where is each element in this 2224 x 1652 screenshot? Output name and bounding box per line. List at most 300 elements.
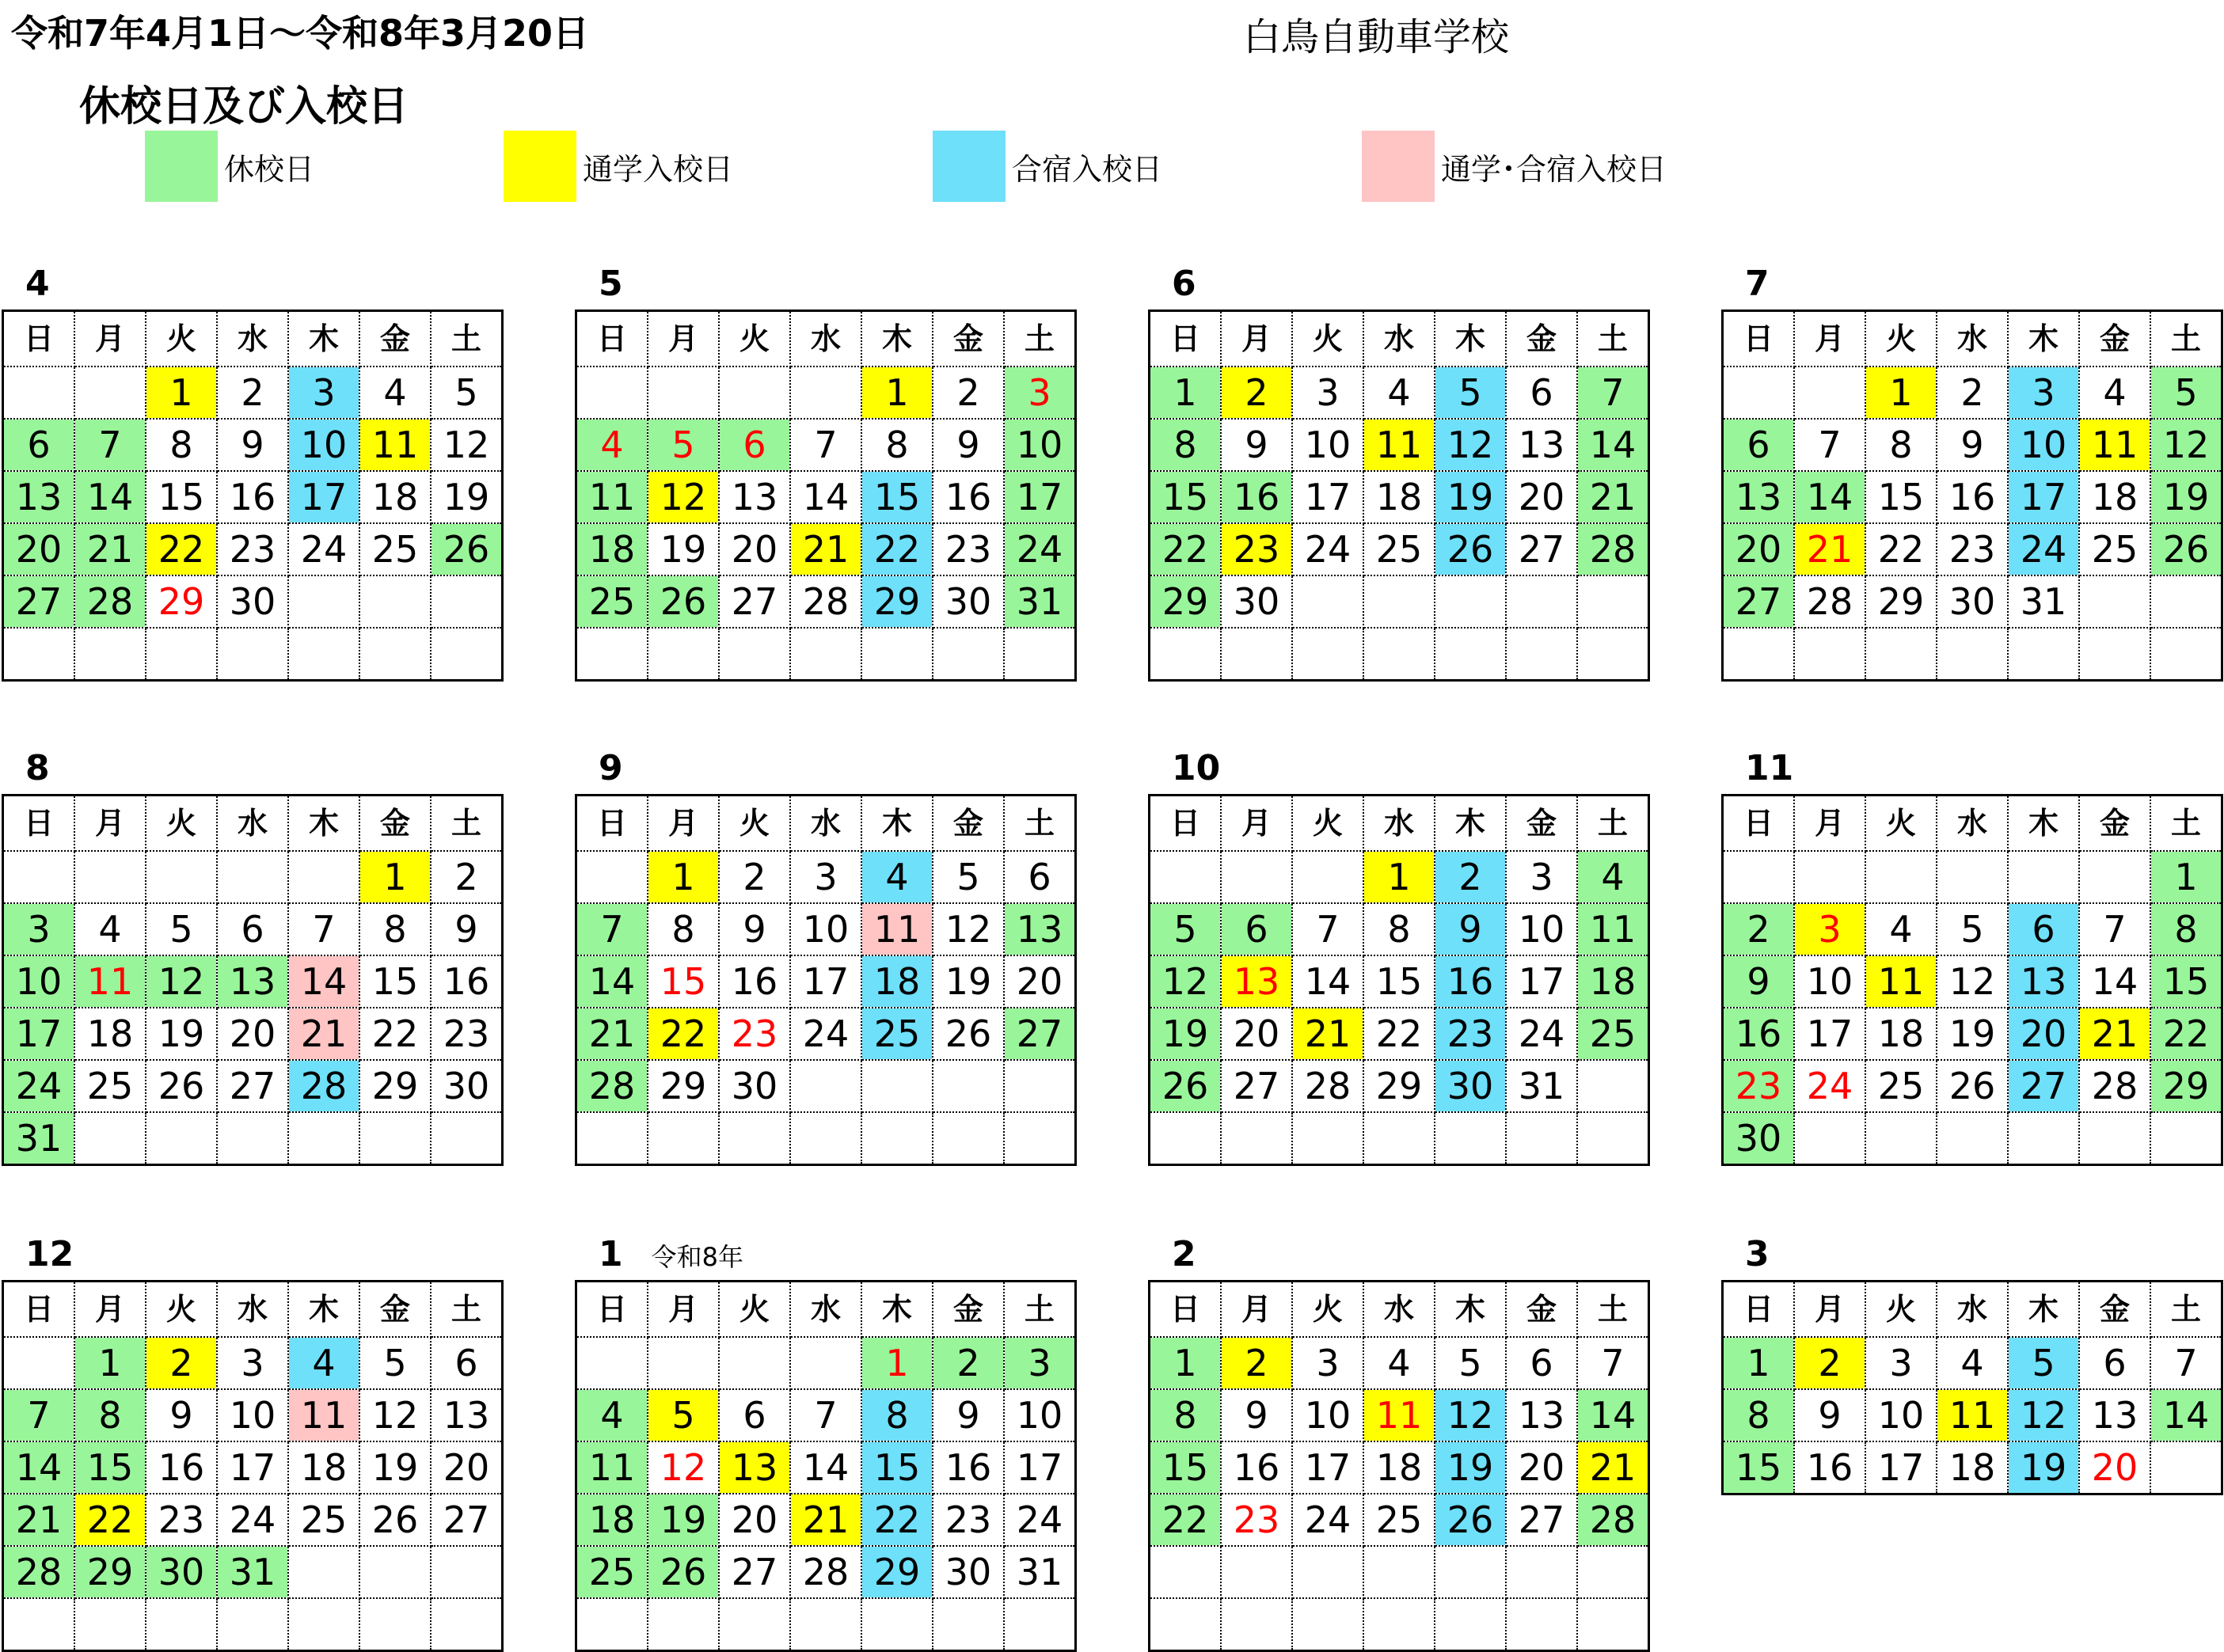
day-cell: 30 [1723, 1112, 1795, 1165]
day-cell: 20 [217, 1008, 288, 1060]
day-cell: 31 [1506, 1060, 1577, 1112]
day-cell: 19 [648, 1494, 719, 1546]
day-cell: 9 [933, 1389, 1004, 1441]
day-cell: 17 [217, 1441, 288, 1494]
empty-cell [933, 1060, 1004, 1112]
day-cell: 11 [1363, 419, 1435, 471]
day-cell: 24 [1292, 1494, 1363, 1546]
day-cell: 15 [359, 955, 431, 1008]
weekday-header: 火 [1292, 1282, 1363, 1338]
day-cell: 29 [1363, 1060, 1435, 1112]
day-cell: 25 [359, 523, 431, 575]
legend-label-camp: 合宿入校日 [1012, 151, 1163, 187]
empty-cell [933, 1112, 1004, 1165]
empty-cell [1577, 1060, 1649, 1112]
day-cell: 31 [1004, 575, 1076, 628]
day-cell: 6 [431, 1337, 503, 1389]
day-cell: 13 [2008, 955, 2079, 1008]
day-cell: 3 [1506, 851, 1577, 903]
day-cell: 12 [2008, 1389, 2079, 1441]
legend-swatch-camp [933, 131, 1006, 202]
day-cell: 28 [790, 575, 861, 628]
empty-cell [861, 628, 933, 681]
empty-cell [74, 628, 146, 681]
day-cell: 3 [217, 1337, 288, 1389]
empty-cell [74, 851, 146, 903]
day-cell: 14 [2079, 955, 2150, 1008]
day-cell: 19 [1435, 471, 1506, 523]
month-number: 10 [1172, 748, 1221, 788]
day-cell: 27 [1723, 575, 1795, 628]
day-cell: 25 [1865, 1060, 1937, 1112]
era-note: 令和8年 [651, 1242, 743, 1272]
day-cell: 25 [576, 1546, 648, 1598]
empty-cell [1363, 628, 1435, 681]
day-cell: 30 [1435, 1060, 1506, 1112]
empty-cell [1150, 1112, 1222, 1165]
weekday-header: 木 [2008, 311, 2079, 367]
day-cell: 30 [431, 1060, 503, 1112]
day-cell: 28 [288, 1060, 359, 1112]
day-cell: 4 [288, 1337, 359, 1389]
empty-cell [790, 1598, 861, 1651]
day-cell: 23 [933, 523, 1004, 575]
day-cell: 22 [2150, 1008, 2222, 1060]
day-cell: 10 [3, 955, 75, 1008]
day-cell: 24 [1794, 1060, 1865, 1112]
day-cell: 20 [3, 523, 75, 575]
weekday-header: 月 [1221, 1282, 1292, 1338]
weekday-header: 火 [719, 311, 790, 367]
day-cell: 1 [359, 851, 431, 903]
weekday-header: 土 [2150, 796, 2222, 852]
day-cell: 1 [1865, 366, 1937, 419]
empty-cell [431, 628, 503, 681]
day-cell: 11 [2079, 419, 2150, 471]
month-calendar [575, 264, 1077, 682]
day-cell: 24 [1292, 523, 1363, 575]
day-cell: 7 [288, 903, 359, 955]
day-cell: 4 [1577, 851, 1649, 903]
day-cell: 15 [861, 1441, 933, 1494]
day-cell: 24 [217, 1494, 288, 1546]
day-cell: 8 [146, 419, 217, 471]
weekday-header: 金 [933, 311, 1004, 367]
day-cell: 12 [359, 1389, 431, 1441]
day-cell: 5 [1435, 1337, 1506, 1389]
day-cell: 27 [1004, 1008, 1076, 1060]
day-cell: 13 [1506, 419, 1577, 471]
empty-cell [861, 1060, 933, 1112]
weekday-header: 火 [1865, 1282, 1937, 1338]
empty-cell [576, 1598, 648, 1651]
empty-cell [1506, 628, 1577, 681]
day-cell: 7 [1292, 903, 1363, 955]
day-cell: 26 [359, 1494, 431, 1546]
weekday-header: 金 [933, 796, 1004, 852]
empty-cell [1435, 1112, 1506, 1165]
empty-cell [2008, 1112, 2079, 1165]
day-cell: 28 [74, 575, 146, 628]
day-cell: 6 [1723, 419, 1795, 471]
month-label [1172, 1234, 1196, 1274]
month-label [599, 1234, 743, 1274]
empty-cell [648, 366, 719, 419]
weekday-header: 金 [359, 1282, 431, 1338]
empty-cell [1865, 851, 1937, 903]
empty-cell [1292, 1546, 1363, 1598]
day-cell: 20 [1506, 1441, 1577, 1494]
day-cell: 5 [933, 851, 1004, 903]
day-cell: 22 [359, 1008, 431, 1060]
day-cell: 24 [1506, 1008, 1577, 1060]
day-cell: 6 [719, 1389, 790, 1441]
day-cell: 18 [1363, 471, 1435, 523]
empty-cell [1363, 1546, 1435, 1598]
day-cell: 6 [1004, 851, 1076, 903]
day-cell: 28 [1794, 575, 1865, 628]
empty-cell [719, 1598, 790, 1651]
weekday-header: 水 [1363, 1282, 1435, 1338]
weekday-header: 日 [3, 796, 75, 852]
day-cell: 1 [1723, 1337, 1795, 1389]
day-cell: 7 [74, 419, 146, 471]
month-table [2, 1280, 504, 1652]
day-cell: 8 [1723, 1389, 1795, 1441]
empty-cell [1577, 628, 1649, 681]
day-cell: 1 [1363, 851, 1435, 903]
day-cell: 17 [1004, 471, 1076, 523]
day-cell: 28 [1577, 523, 1649, 575]
day-cell: 4 [1865, 903, 1937, 955]
empty-cell [431, 1546, 503, 1598]
weekday-header: 木 [1435, 1282, 1506, 1338]
day-cell: 14 [74, 471, 146, 523]
day-cell: 19 [359, 1441, 431, 1494]
weekday-header: 土 [2150, 1282, 2222, 1338]
day-cell: 3 [790, 851, 861, 903]
day-cell: 1 [861, 1337, 933, 1389]
day-cell: 10 [1004, 1389, 1076, 1441]
day-cell: 28 [3, 1546, 75, 1598]
day-cell: 10 [1865, 1389, 1937, 1441]
weekday-header: 日 [3, 311, 75, 367]
month-label [25, 748, 50, 788]
day-cell: 19 [431, 471, 503, 523]
day-cell: 11 [861, 903, 933, 955]
month-table [1148, 794, 1650, 1166]
weekday-header: 水 [1937, 796, 2008, 852]
day-cell: 28 [576, 1060, 648, 1112]
weekday-header: 日 [1150, 1282, 1222, 1338]
empty-cell [3, 851, 75, 903]
month-table [575, 1280, 1077, 1652]
day-cell: 16 [719, 955, 790, 1008]
empty-cell [1221, 1546, 1292, 1598]
day-cell: 10 [1506, 903, 1577, 955]
empty-cell [359, 1112, 431, 1165]
day-cell: 24 [1004, 523, 1076, 575]
day-cell: 8 [648, 903, 719, 955]
day-cell: 12 [648, 1441, 719, 1494]
day-cell: 23 [1221, 523, 1292, 575]
day-cell: 27 [431, 1494, 503, 1546]
day-cell: 31 [217, 1546, 288, 1598]
day-cell: 18 [359, 471, 431, 523]
day-cell: 30 [217, 575, 288, 628]
day-cell: 25 [288, 1494, 359, 1546]
empty-cell [74, 366, 146, 419]
day-cell: 2 [1937, 366, 2008, 419]
day-cell: 17 [3, 1008, 75, 1060]
weekday-header: 火 [146, 1282, 217, 1338]
weekday-header: 木 [288, 796, 359, 852]
day-cell: 26 [648, 575, 719, 628]
day-cell: 4 [861, 851, 933, 903]
month-calendar [1148, 1234, 1650, 1652]
day-cell: 1 [74, 1337, 146, 1389]
day-cell: 11 [74, 955, 146, 1008]
day-cell: 7 [1794, 419, 1865, 471]
day-cell: 4 [2079, 366, 2150, 419]
day-cell: 21 [790, 523, 861, 575]
day-cell: 26 [933, 1008, 1004, 1060]
day-cell: 15 [1363, 955, 1435, 1008]
day-cell: 16 [431, 955, 503, 1008]
day-cell: 25 [74, 1060, 146, 1112]
period-title: 令和7年4月1日～令和8年3月20日 [11, 12, 590, 55]
empty-cell [1292, 575, 1363, 628]
month-number: 7 [1745, 264, 1770, 304]
day-cell: 6 [1506, 366, 1577, 419]
day-cell: 25 [1363, 1494, 1435, 1546]
day-cell: 12 [1435, 419, 1506, 471]
day-cell: 27 [217, 1060, 288, 1112]
weekday-header: 土 [1577, 1282, 1649, 1338]
empty-cell [288, 1598, 359, 1651]
weekday-header: 火 [1292, 796, 1363, 852]
day-cell: 26 [648, 1546, 719, 1598]
day-cell: 3 [2008, 366, 2079, 419]
empty-cell [576, 1112, 648, 1165]
day-cell: 29 [2150, 1060, 2222, 1112]
empty-cell [719, 1112, 790, 1165]
empty-cell [790, 628, 861, 681]
day-cell: 17 [1794, 1008, 1865, 1060]
day-cell: 17 [1004, 1441, 1076, 1494]
day-cell: 16 [1937, 471, 2008, 523]
weekday-header: 土 [1004, 311, 1076, 367]
weekday-header: 金 [1506, 796, 1577, 852]
day-cell: 30 [933, 575, 1004, 628]
day-cell: 11 [1363, 1389, 1435, 1441]
day-cell: 26 [431, 523, 503, 575]
month-table [575, 310, 1077, 682]
day-cell: 25 [1363, 523, 1435, 575]
day-cell: 22 [648, 1008, 719, 1060]
empty-cell [1292, 851, 1363, 903]
day-cell: 17 [2008, 471, 2079, 523]
day-cell: 8 [861, 419, 933, 471]
month-table [1721, 1280, 2223, 1495]
weekday-header: 金 [2079, 796, 2150, 852]
empty-cell [648, 1598, 719, 1651]
day-cell: 15 [74, 1441, 146, 1494]
day-cell: 14 [790, 471, 861, 523]
day-cell: 17 [1292, 471, 1363, 523]
empty-cell [359, 575, 431, 628]
day-cell: 17 [1865, 1441, 1937, 1494]
day-cell: 6 [2008, 903, 2079, 955]
weekday-header: 水 [790, 1282, 861, 1338]
day-cell: 2 [1221, 1337, 1292, 1389]
legend-label-commute: 通学入校日 [583, 151, 734, 187]
month-table [1721, 794, 2223, 1166]
day-cell: 25 [1577, 1008, 1649, 1060]
weekday-header: 水 [1363, 796, 1435, 852]
day-cell: 16 [1435, 955, 1506, 1008]
month-calendar [2, 1234, 504, 1652]
month-table [575, 794, 1077, 1166]
weekday-header: 水 [217, 796, 288, 852]
month-calendar [1721, 1234, 2223, 1495]
day-cell: 13 [719, 1441, 790, 1494]
empty-cell [1150, 1598, 1222, 1651]
weekday-header: 木 [288, 311, 359, 367]
weekday-header: 木 [2008, 1282, 2079, 1338]
weekday-header: 木 [861, 796, 933, 852]
empty-cell [648, 628, 719, 681]
day-cell: 1 [861, 366, 933, 419]
empty-cell [1577, 1112, 1649, 1165]
day-cell: 5 [1150, 903, 1222, 955]
empty-cell [1794, 851, 1865, 903]
day-cell: 13 [1506, 1389, 1577, 1441]
day-cell: 9 [1794, 1389, 1865, 1441]
day-cell: 20 [2079, 1441, 2150, 1494]
empty-cell [146, 628, 217, 681]
day-cell: 9 [719, 903, 790, 955]
day-cell: 2 [1723, 903, 1795, 955]
empty-cell [576, 366, 648, 419]
day-cell: 7 [790, 1389, 861, 1441]
day-cell: 24 [288, 523, 359, 575]
empty-cell [2150, 575, 2222, 628]
day-cell: 5 [2008, 1337, 2079, 1389]
day-cell: 2 [146, 1337, 217, 1389]
legend-swatch-holiday [145, 131, 218, 202]
day-cell: 5 [648, 1389, 719, 1441]
day-cell: 11 [1865, 955, 1937, 1008]
empty-cell [719, 366, 790, 419]
day-cell: 4 [1363, 1337, 1435, 1389]
empty-cell [431, 575, 503, 628]
weekday-header: 土 [431, 796, 503, 852]
weekday-header: 金 [359, 796, 431, 852]
empty-cell [1577, 1598, 1649, 1651]
month-label [599, 264, 623, 304]
weekday-header: 金 [933, 1282, 1004, 1338]
day-cell: 12 [431, 419, 503, 471]
day-cell: 14 [1794, 471, 1865, 523]
day-cell: 14 [576, 955, 648, 1008]
day-cell: 16 [1723, 1008, 1795, 1060]
month-number: 9 [599, 748, 623, 788]
day-cell: 20 [1221, 1008, 1292, 1060]
day-cell: 9 [1221, 1389, 1292, 1441]
month-number: 11 [1745, 748, 1794, 788]
empty-cell [1004, 1598, 1076, 1651]
day-cell: 12 [146, 955, 217, 1008]
day-cell: 12 [1937, 955, 2008, 1008]
day-cell: 12 [1435, 1389, 1506, 1441]
weekday-header: 日 [576, 1282, 648, 1338]
day-cell: 8 [359, 903, 431, 955]
day-cell: 28 [790, 1546, 861, 1598]
empty-cell [288, 1546, 359, 1598]
month-calendar [575, 748, 1077, 1166]
legend-swatch-both [1362, 131, 1435, 202]
day-cell: 9 [1221, 419, 1292, 471]
day-cell: 18 [1363, 1441, 1435, 1494]
day-cell: 21 [74, 523, 146, 575]
month-number: 3 [1745, 1234, 1770, 1274]
day-cell: 5 [359, 1337, 431, 1389]
empty-cell [217, 851, 288, 903]
day-cell: 6 [1506, 1337, 1577, 1389]
legend-swatch-commute [504, 131, 576, 202]
empty-cell [1937, 851, 2008, 903]
weekday-header: 土 [1577, 311, 1649, 367]
empty-cell [1435, 1598, 1506, 1651]
day-cell: 2 [1794, 1337, 1865, 1389]
month-number: 5 [599, 264, 623, 304]
day-cell: 24 [1004, 1494, 1076, 1546]
month-label [1172, 264, 1196, 304]
weekday-header: 月 [1794, 796, 1865, 852]
day-cell: 10 [217, 1389, 288, 1441]
day-cell: 27 [1506, 523, 1577, 575]
empty-cell [1577, 575, 1649, 628]
empty-cell [648, 1337, 719, 1389]
day-cell: 23 [933, 1494, 1004, 1546]
day-cell: 30 [1937, 575, 2008, 628]
day-cell: 6 [1221, 903, 1292, 955]
month-number: 2 [1172, 1234, 1196, 1274]
month-calendar [1148, 264, 1650, 682]
weekday-header: 水 [217, 311, 288, 367]
empty-cell [719, 1337, 790, 1389]
day-cell: 18 [1577, 955, 1649, 1008]
day-cell: 15 [146, 471, 217, 523]
day-cell: 22 [1150, 523, 1222, 575]
day-cell: 23 [1435, 1008, 1506, 1060]
day-cell: 19 [1150, 1008, 1222, 1060]
day-cell: 19 [146, 1008, 217, 1060]
day-cell: 18 [2079, 471, 2150, 523]
day-cell: 22 [861, 1494, 933, 1546]
weekday-header: 日 [1723, 796, 1795, 852]
empty-cell [1794, 1112, 1865, 1165]
day-cell: 3 [1292, 366, 1363, 419]
day-cell: 18 [288, 1441, 359, 1494]
weekday-header: 金 [359, 311, 431, 367]
day-cell: 13 [719, 471, 790, 523]
empty-cell [933, 628, 1004, 681]
empty-cell [2008, 628, 2079, 681]
day-cell: 25 [2079, 523, 2150, 575]
month-label [1745, 748, 1793, 788]
